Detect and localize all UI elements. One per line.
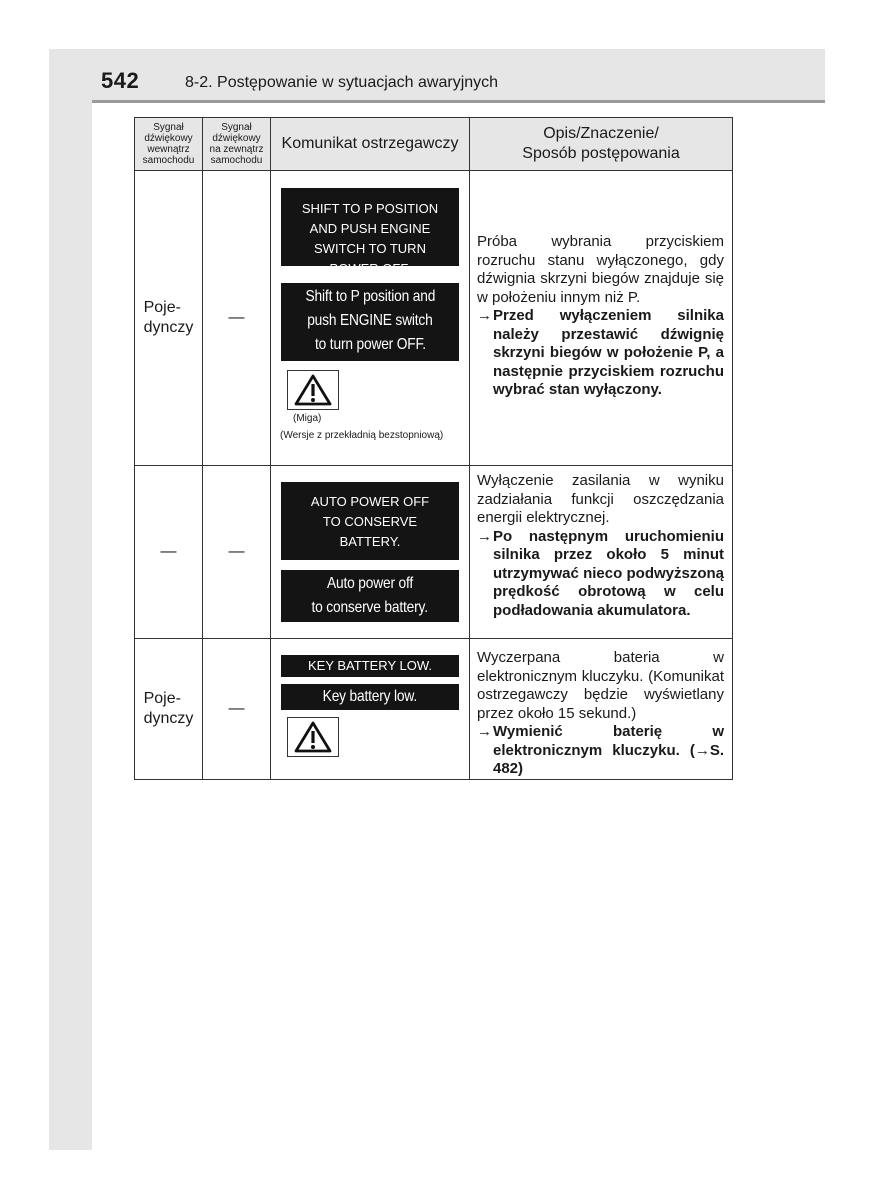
description-text: Wyczerpana bateria w elektronicznym kluczyku. (Komunikat ostrzegawczy będzie wyświetlany przez około 15 sekund.) — [477, 649, 724, 722]
table-header-row — [135, 118, 733, 171]
description-text: Próba wybrania przyciskiem rozruchu stanu wyłączonego, gdy dźwignia skrzyni biegów znajduje się w położeniu innym niż P. — [477, 233, 724, 306]
buzzer-inside-cell: — — [135, 466, 203, 639]
warning-display-cell — [271, 639, 470, 780]
description-cell — [470, 466, 733, 639]
buzzer-inside-cell: Poje- dynczy — [135, 171, 203, 466]
table-row — [135, 639, 733, 780]
page-number: 542 — [101, 68, 140, 93]
description-cell — [470, 171, 733, 466]
warning-display-cell — [271, 466, 470, 639]
action-instruction: → Przed wyłączeniem silnika należy przestawić dźwignię skrzyni biegów w położenie P, a następnie przyciskiem rozruchu wybrać stan wyłączony. — [477, 307, 724, 398]
variant-note: (Wersje z przekładnią bezstopniową) — [280, 430, 444, 441]
action-instruction: → Po następnym uruchomieniu silnika przez około 5 minut utrzymywać nieco podwyższoną prędkość obrotową w celu podładowania akumulatora. — [477, 527, 724, 619]
column-header-outside-buzzer: Sygnał dźwiękowy na zewnątrz samochodu — [203, 118, 271, 171]
description-text: Wyłączenie zasilania w wyniku zadziałania funkcji oszczędzania energii elektrycznej. — [477, 472, 724, 526]
column-header-inside-buzzer: Sygnał dźwiękowy wewnątrz samochodu — [135, 118, 203, 171]
display-message-lower: Shift to P position and push ENGINE switch to turn power OFF. — [281, 283, 459, 361]
blink-note: (Miga) — [293, 413, 322, 424]
display-message-upper: KEY BATTERY LOW. — [281, 655, 459, 677]
warning-display-cell — [271, 171, 470, 466]
buzzer-outside-cell: — — [203, 466, 271, 639]
description-cell — [470, 639, 733, 780]
action-instruction: → Wymienić baterię w elektronicznym kluczyku. (→S. 482) — [477, 723, 724, 777]
table-row — [135, 171, 733, 466]
warning-message-table — [134, 117, 733, 780]
side-margin-strip — [49, 49, 92, 1150]
display-message-lower: Key battery low. — [281, 684, 459, 710]
column-header-description: Opis/Znaczenie/ Sposób postępowania — [470, 118, 733, 171]
column-header-warning-message: Komunikat ostrzegawczy — [271, 118, 470, 171]
buzzer-inside-cell: Poje- dynczy — [135, 639, 203, 780]
table-row — [135, 466, 733, 639]
buzzer-outside-cell: — — [203, 171, 271, 466]
buzzer-outside-cell: — — [203, 639, 271, 780]
warning-triangle-icon — [287, 717, 339, 757]
display-message-lower: Auto power off to conserve battery. — [281, 570, 459, 622]
header-rule — [92, 100, 825, 103]
section-title: 8-2. Postępowanie w sytuacjach awaryjnych — [185, 74, 499, 91]
warning-triangle-icon — [287, 370, 339, 410]
display-message-upper: SHIFT TO P POSITION AND PUSH ENGINE SWITCH TO TURN POWER OFF. — [281, 188, 459, 266]
display-message-upper: AUTO POWER OFF TO CONSERVE BATTERY. — [281, 482, 459, 560]
